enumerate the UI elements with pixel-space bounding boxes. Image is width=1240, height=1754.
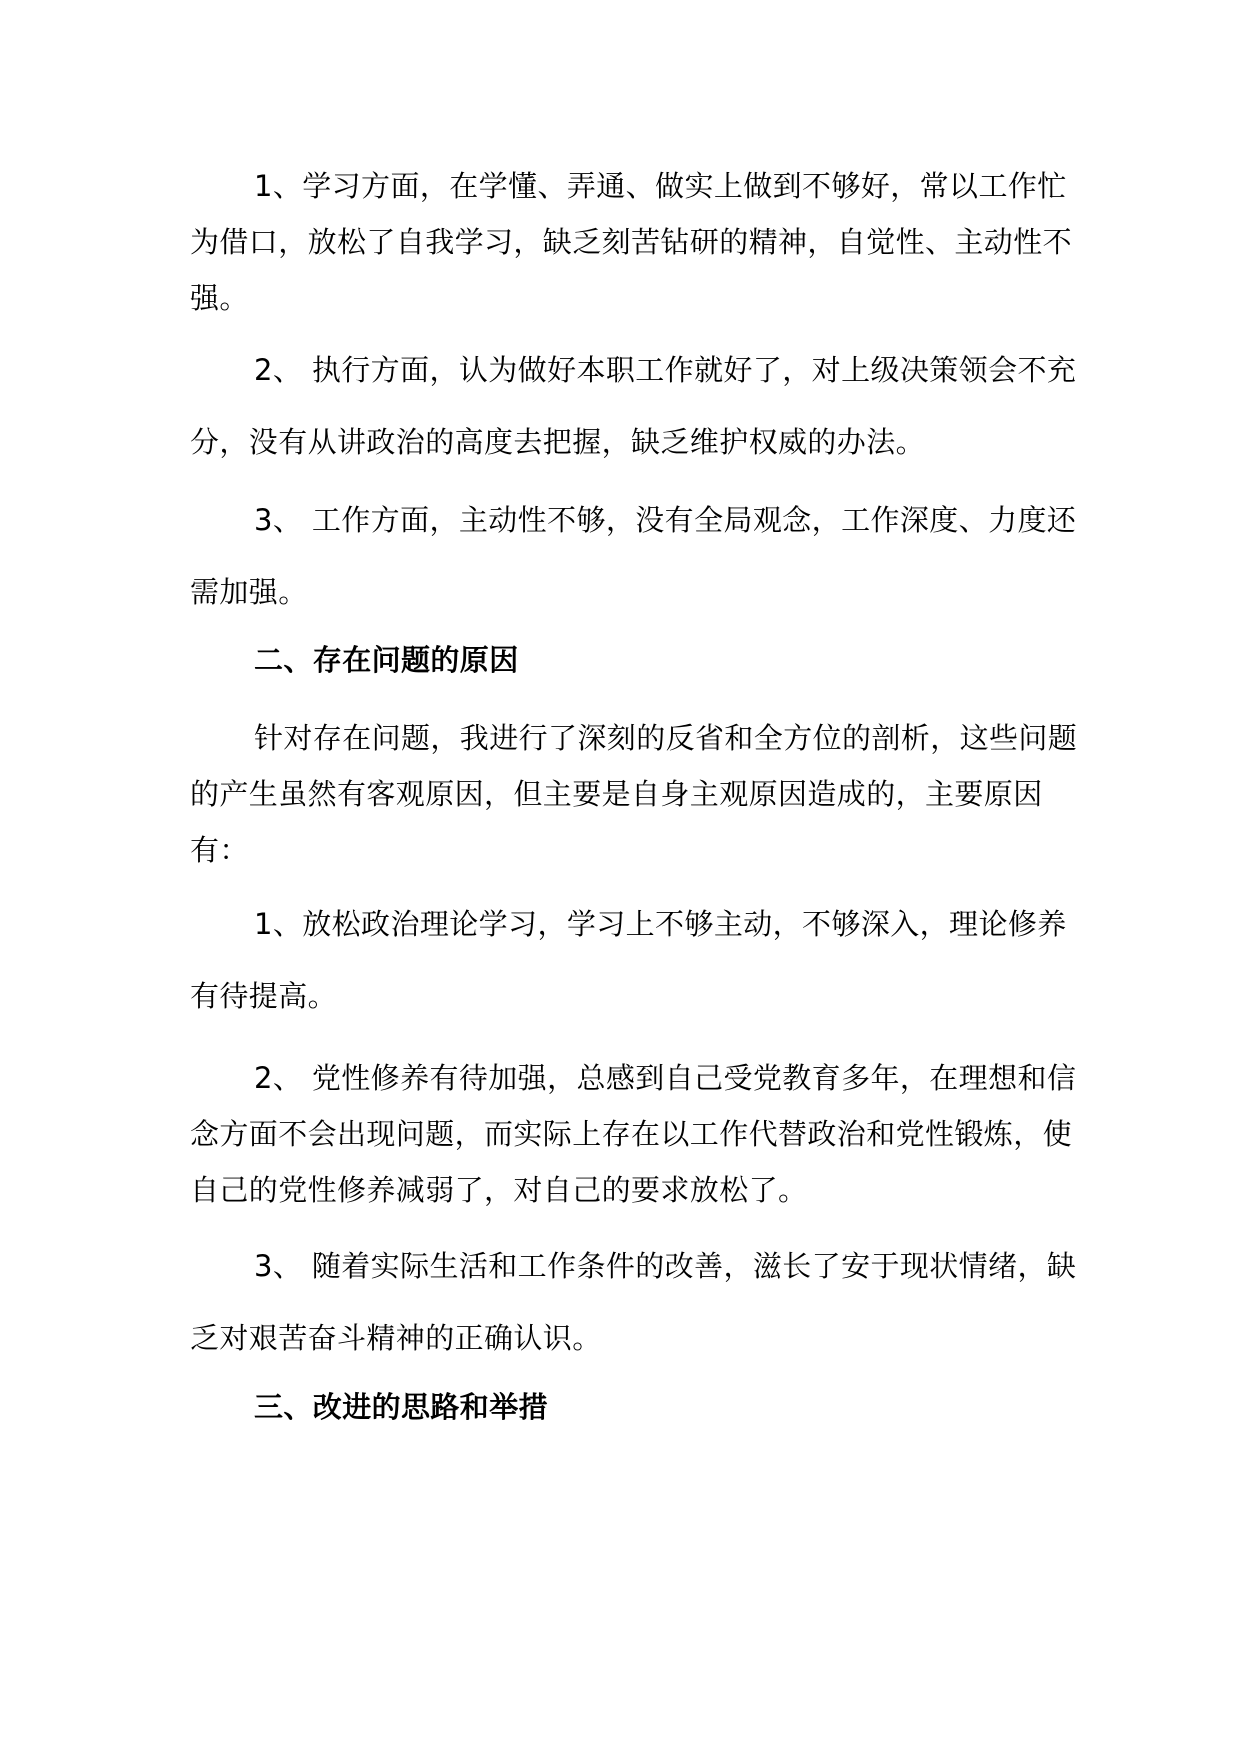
- section-heading-causes: 二、存在问题的原因: [254, 643, 519, 677]
- paragraph-study-issue: 1、学习方面，在学懂、弄通、做实上做到不够好，常以工作忙为借口，放松了自我学习，缺乏刻苦钻研的精神，自觉性、主动性不强。: [190, 169, 1073, 315]
- paragraph-cause-theory: 1、放松政治理论学习，学习上不够主动，不够深入，理论修养有待提高。: [190, 907, 1067, 1013]
- paragraph-cause-complacency: 3、 随着实际生活和工作条件的改善，滋长了安于现状情绪，缺乏对艰苦奋斗精神的正确认识。: [190, 1249, 1077, 1355]
- paragraph-execution-issue: 2、 执行方面，认为做好本职工作就好了，对上级决策领会不充分，没有从讲政治的高度去把握，缺乏维护权威的办法。: [190, 353, 1077, 459]
- paragraph-cause-party-spirit: 2、 党性修养有待加强，总感到自己受党教育多年，在理想和信念方面不会出现问题，而实际上存在以工作代替政治和党性锻炼，使自己的党性修养减弱了，对自己的要求放松了。: [190, 1061, 1077, 1207]
- section-heading-improvements: 三、改进的思路和举措: [254, 1390, 549, 1424]
- paragraph-causes-intro: 针对存在问题，我进行了深刻的反省和全方位的剖析，这些问题的产生虽然有客观原因，但主要是自身主观原因造成的，主要原因有：: [190, 721, 1078, 867]
- paragraph-work-issue: 3、 工作方面，主动性不够，没有全局观念，工作深度、力度还需加强。: [190, 503, 1077, 609]
